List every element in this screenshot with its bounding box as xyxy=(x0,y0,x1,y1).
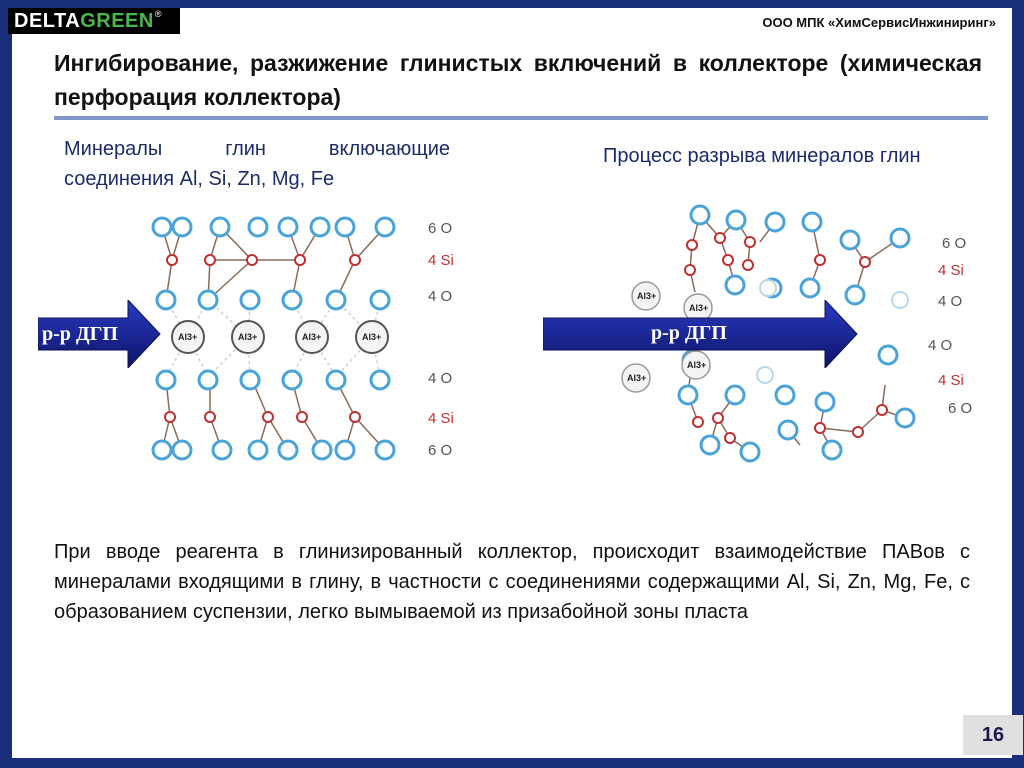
left-caption: Минералы глин включающие соединения Al, Si, Zn, Mg, Fe xyxy=(64,138,450,190)
left-reagent-arrow xyxy=(38,300,162,368)
logo-delta: DELTA xyxy=(14,9,81,32)
ion-label: Al3+ xyxy=(362,332,382,342)
ion-label: Al3+ xyxy=(238,332,258,342)
layer-label: 6 O xyxy=(942,235,967,252)
right-reagent-arrow xyxy=(543,300,859,368)
frame-bottom xyxy=(0,758,1024,768)
layer-label: 4 Si xyxy=(428,410,454,427)
layer-label: 6 O xyxy=(428,220,453,237)
title-divider xyxy=(54,116,988,120)
layer-labels xyxy=(428,220,454,459)
frame-right xyxy=(1012,0,1024,768)
layer-label: 4 Si xyxy=(428,252,454,269)
ion-label: Al3+ xyxy=(637,291,657,301)
left-arrow-label: р-р ДГП xyxy=(42,323,118,345)
layer-label: 4 O xyxy=(928,337,953,354)
company-name: ООО МПК «ХимСервисИнжиниринг» xyxy=(762,15,996,30)
logo-green: GREEN xyxy=(80,9,154,32)
aluminum-ions xyxy=(172,321,388,353)
ion-label: Al3+ xyxy=(627,373,647,383)
right-arrow-label: р-р ДГП xyxy=(651,322,727,344)
layer-label: 4 O xyxy=(428,288,453,305)
ion-label: Al3+ xyxy=(689,303,709,313)
intact-clay-diagram xyxy=(140,205,480,465)
ion-label: Al3+ xyxy=(178,332,198,342)
page-number: 16 xyxy=(963,715,1023,755)
layer-label: 4 Si xyxy=(938,372,964,389)
ion-label: Al3+ xyxy=(687,360,707,370)
logo-registered: ® xyxy=(154,9,162,19)
frame-top xyxy=(0,0,1024,8)
layer-label: 6 O xyxy=(428,442,453,459)
layer-labels xyxy=(928,235,972,417)
layer-label: 6 O xyxy=(948,400,973,417)
slide-title: Ингибирование, разжижение глинистых включений в коллекторе (химическая перфорация коллектора) xyxy=(54,50,982,110)
deltagreen-logo xyxy=(8,8,180,34)
layer-label: 4 O xyxy=(428,370,453,387)
layer-label: 4 Si xyxy=(938,262,964,279)
layer-label: 4 O xyxy=(938,293,963,310)
description-paragraph: При вводе реагента в глинизированный коллектор, происходит взаимодействие ПАВов с минералами входящими в глину, в частности с соединениями содержащими Al, Si, Zn, Mg, Fe, с образованием суспензии, легко вымываемой из призабойной зоны пласта xyxy=(54,541,970,623)
frame-left xyxy=(0,0,12,768)
ion-label: Al3+ xyxy=(302,332,322,342)
right-caption: Процесс разрыва минералов глин xyxy=(603,145,921,167)
